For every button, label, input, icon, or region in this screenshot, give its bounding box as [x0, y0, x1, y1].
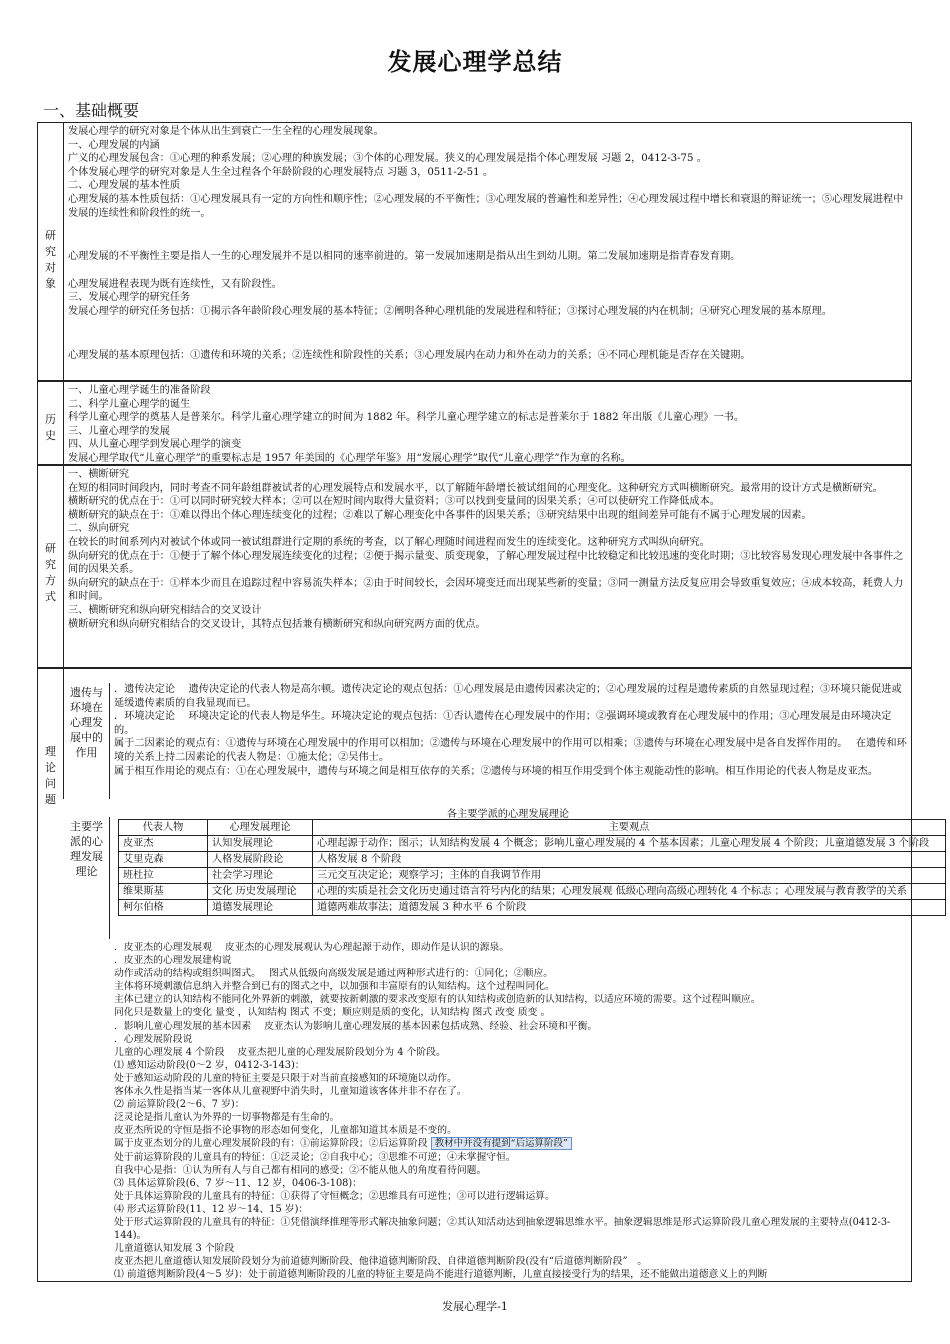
method-content — [68, 468, 907, 631]
table-row — [119, 852, 946, 868]
side-note: 教材中并没有提到“后运算阶段” — [431, 1137, 572, 1150]
line: 泛灵论是指儿童认为外界的一切事物都是有生命的。 — [114, 1112, 340, 1124]
line: 处于具体运算阶段的儿童具有的特征：①获得了守恒概念；②思维具有可逆性；③可以进行逻辑运算。 — [114, 1190, 555, 1202]
line: 主体已建立的认知结构不能同化外界新的刺激，就要按新刺激的要求改变原有的认知结构或创造新的认知结构，以适应环境的需要。这个过程叫顺应。 — [114, 994, 761, 1006]
line: 自我中心是指：①认为所有人与自己都有相同的感受；②不能从他人的角度看待问题。 — [114, 1164, 487, 1176]
heredity-content — [114, 683, 907, 778]
table-cell: 皮亚杰 — [119, 836, 208, 852]
method-block — [37, 465, 912, 668]
table-cell: 认知发展理论 — [208, 836, 313, 852]
line: 发展心理学取代“儿童心理学”的重要标志是 1957 年美国的《心理学年鉴》用“发展心理学”取代“儿童心理学”作为章的名称。 — [68, 452, 631, 464]
line: 心理发展的不平衡性主要是指人一生的心理发展并不是以相同的速率前进的。第一发展加速期是指从出生到幼儿期。第二发展加速期是指青春发育期。 — [68, 251, 741, 263]
line: 发展心理学的研究任务包括：①揭示各年龄阶段心理发展的基本特征；②阐明各种心理机能的发展进程和特征；③探讨心理发展的内在机制；④研究心理发展的基本原理。 — [68, 305, 833, 317]
table-cell: 心理起源于动作；图示；认知结构发展 4 个概念；影响儿童心理发展的 4 个基本因素；儿童心理发展 4 个阶段；儿童道德发展 3 个阶段 — [313, 836, 946, 852]
line: ．皮亚杰的心理发展建构说 — [114, 955, 232, 967]
table-cell: 人格发展 8 个阶段 — [313, 852, 946, 868]
research-object-block — [37, 122, 912, 381]
line: ．遗传决定论 遗传决定论的代表人物是高尔顿。遗传决定论的观点包括：①心理发展是由遗传因素决定的；②心理发展的过程是遗传素质的自然显现过程；③环境只能促进或延缓遗传素质的自我显现而已。 — [114, 684, 902, 709]
schools-label — [64, 817, 110, 939]
line: 处于形式运算阶段的儿童具有的特征：①凭借演绎推理等形式解决抽象问题；②其认知活动达到抽象逻辑思维水平。抽象逻辑思维是形式运算阶段儿童心理发展的主要特点(0412-3-144)。 — [114, 1216, 891, 1242]
line: 科学儿童心理学的奠基人是普莱尔。科学儿童心理学建立的时间为 1882 年。科学儿童心理学建立的标志是普莱尔于 1882 年出版《儿童心理》一书。 — [68, 412, 745, 424]
line: 处于感知运动阶段的儿童的特征主要是只限于对当前直接感知的环境施以动作。 — [114, 1072, 457, 1084]
table-caption: 各主要学派的心理发展理论 — [446, 809, 570, 820]
table-cell: 社会学习理论 — [208, 868, 313, 884]
line: 一、心理发展的内涵 — [68, 139, 160, 151]
method-label-text: 研究方式 — [45, 542, 56, 603]
table-header: 心理发展理论 — [208, 820, 313, 836]
line: ⑴ 前道德判断阶段(4～5 岁)：处于前道德判断阶段的儿童的特征主要是尚不能进行道德判断，儿童直接接受行为的结果，还不能做出道德意义上的判断 — [114, 1269, 768, 1281]
history-label-text: 历史 — [45, 413, 56, 442]
line: ．皮亚杰的心理发展观 皮亚杰的心理发展观认为心理起源于动作，即动作是认识的源泉。 — [114, 942, 509, 953]
piaget-content — [114, 941, 907, 1281]
table-header: 代表人物 — [119, 820, 208, 836]
page-title: 发展心理学总结 — [387, 48, 563, 76]
line: 同化只是数量上的变化 量变 ，认知结构 图式 不变；顺应则是质的变化，认知结构 图式 改变 质变 。 — [114, 1007, 551, 1019]
section-heading: 一、基础概要 — [43, 101, 140, 120]
research-object-content — [68, 125, 907, 362]
line: 在短的相同时间段内，同时考查不同年龄组群被试者的心理发展特点和发展水平，以了解随年龄增长被试组间的心理变化。这种研究方式叫横断研究。最常用的设计方式是横断研究。 — [68, 482, 883, 494]
table-cell: 心理的实质是社会文化历史通过语言符号内化的结果；心理发展观 低级心理向高级心理转化 4 个标志 ；心理发展与教育教学的关系 — [313, 884, 946, 900]
table-row — [119, 836, 946, 852]
line: 处于前运算阶段的儿童具有的特征：①泛灵论；②自我中心；③思维不可逆；④未掌握守恒。 — [114, 1151, 516, 1163]
table-cell: 道德发展理论 — [208, 900, 313, 916]
line: 纵向研究的缺点在于：①样本少而且在追踪过程中容易流失样本；②由于时间较长，会因环境变迁而出现某些新的变量；③同一测量方法反复应用会导致重复效应；④成本较高，耗费人力和时间。 — [68, 577, 904, 603]
table-cell: 柯尔伯格 — [119, 900, 208, 916]
line: 客体永久性是指当某一客体从儿童视野中消失时，儿童知道该客体并非不存在了。 — [114, 1086, 467, 1098]
line: 四、从儿童心理学到发展心理学的演变 — [68, 439, 242, 451]
line: 三、横断研究和纵向研究相结合的交叉设计 — [68, 604, 262, 616]
line: 属于相互作用论的观点有：①在心理发展中，遗传与环境之间是相互依存的关系；②遗传与环境的相互作用受到个体主观能动性的影响。相互作用论的代表人物是皮亚杰。 — [114, 765, 879, 777]
table-cell: 三元交互决定论；观察学习；主体的自我调节作用 — [313, 868, 946, 884]
line: 发展心理学的研究对象是个体从出生到衰亡一生全程的心理发展现象。 — [68, 126, 384, 137]
history-content — [68, 384, 907, 466]
method-label — [38, 466, 64, 667]
line: 横断研究的缺点在于：①难以得出个体心理连续变化的过程；②难以了解心理变化中各事件的因果关系；③研究结果中出现的组间差异可能有不属于心理发展的因素。 — [68, 509, 812, 521]
line: 心理发展的基本性质包括：①心理发展具有一定的方向性和顺序性；②心理发展的不平衡性；③心理发展的普遍性和差异性；④心理发展过程中增长和衰退的辩证统一；⑤心理发展进程中发展的连续性和阶段性的统一。 — [68, 193, 904, 219]
heredity-label-text: 遗传与环境在心理发展中的作用 — [70, 686, 103, 759]
line: 二、纵向研究 — [68, 523, 130, 535]
line: 一、横断研究 — [68, 469, 130, 480]
history-block — [37, 381, 912, 465]
line: 在较长的时间系列内对被试个体或同一被试组群进行定期的系统的考查，以了解心理随时间进程而发生的连续变化。这种研究方式叫纵向研究。 — [68, 536, 710, 548]
table-cell: 艾里克森 — [119, 852, 208, 868]
line: ．心理发展阶段说 — [114, 1033, 193, 1045]
line-text: 属于皮亚杰划分的儿童心理发展阶段的有：①前运算阶段；②后运算阶段 — [114, 1138, 428, 1150]
theory-label — [38, 669, 64, 806]
research-object-label-text: 研究对象 — [45, 229, 56, 290]
line: 个体发展心理学的研究对象是人生全过程各个年龄阶段的心理发展特点 习题 3，0511-2-51 。 — [68, 166, 494, 178]
line: 心理发展进程表现为既有连续性，又有阶段性。 — [68, 278, 282, 290]
heredity-label — [64, 683, 110, 799]
table-row — [119, 868, 946, 884]
theory-block — [37, 668, 930, 1282]
theory-label-text: 理论问题 — [45, 745, 56, 806]
line: 动作或活动的结构或组织叫图式。 图式从低级向高级发展是通过两种形式进行的：①同化；②顺应。 — [114, 968, 554, 980]
line: 三、发展心理学的研究任务 — [68, 292, 191, 304]
line: 一、儿童心理学诞生的准备阶段 — [68, 385, 211, 396]
schools-label-text: 主要学派的心理发展理论 — [70, 820, 103, 878]
table-cell: 人格发展阶段论 — [208, 852, 313, 868]
line: 三、儿童心理学的发展 — [68, 425, 170, 437]
line: 横断研究的优点在于：①可以同时研究较大样本；②可以在短时间内取得大量资料；③可以找到变量间的因果关系；④可以使研究工作降低成本。 — [68, 496, 720, 508]
history-label — [38, 382, 64, 464]
research-object-label — [38, 123, 64, 380]
line: 横断研究和纵向研究相结合的交叉设计，其特点包括兼有横断研究和纵向研究两方面的优点。 — [68, 618, 486, 630]
line: 儿童的心理发展 4 个阶段 皮亚杰把儿童的心理发展阶段划分为 4 个阶段。 — [114, 1046, 446, 1058]
line: 心理发展的基本原理包括：①遗传和环境的关系；②连续性和阶段性的关系；③心理发展内在动力和外在动力的关系；④不同心理机能是否存在关键期。 — [68, 349, 751, 361]
schools-table — [118, 819, 946, 916]
line: 儿童道德认知发展 3 个阶段 — [114, 1243, 235, 1255]
table-row — [119, 884, 946, 900]
line: ．环境决定论 环境决定论的代表人物是华生。环境决定论的观点包括：①否认遗传在心理发展中的作用；②强调环境或教育在心理发展中的作用；③心理发展是由环境决定的。 — [114, 711, 892, 736]
line: ⑵ 前运算阶段(2～6、7 岁)： — [114, 1099, 245, 1111]
line: 皮亚杰所说的守恒是指不论事物的形态如何变化，儿童都知道其本质是不变的。 — [114, 1125, 457, 1137]
table-header: 主要观点 — [313, 820, 946, 836]
line: 属于二因素论的观点有：①遗传与环境在心理发展中的作用可以相加；②遗传与环境在心理发展中的作用可以相乘；③遗传与环境在心理发展中是各自发挥作用的。 在遗传和环境的关系上持二因素论的代表人物是：①施太伦；②吴伟士。 — [114, 738, 907, 763]
table-cell: 道德两难故事法；道德发展 3 种水平 6 个阶段 — [313, 900, 946, 916]
line: 主体将环境刺激信息纳入并整合到已有的图式之中，以加强和丰富原有的认知结构。这个过程叫同化。 — [114, 981, 555, 993]
line — [114, 1137, 907, 1150]
table-header-row — [119, 820, 946, 836]
line: 广义的心理发展包含：①心理的种系发展；②心理的种族发展；③个体的心理发展。狭义的心理发展是指个体心理发展 习题 2，0412-3-75 。 — [68, 153, 707, 165]
line: ．影响儿童心理发展的基本因素 皮亚杰认为影响儿童心理发展的基本因素包括成熟、经验、社会环境和平衡。 — [114, 1020, 598, 1032]
line: 纵向研究的优点在于：①便于了解个体心理发展连续变化的过程；②便于揭示量变、质变现象，了解心理发展过程中比较稳定和比较迅速的变化时期；③比较容易发现心理发展中各事件之间的因果关系。 — [68, 550, 904, 576]
table-cell: 文化 历史发展理论 — [208, 884, 313, 900]
table-row — [119, 900, 946, 916]
line: 二、心理发展的基本性质 — [68, 180, 181, 192]
page-footer: 发展心理学-1 — [442, 1300, 508, 1313]
table-cell: 班杜拉 — [119, 868, 208, 884]
line: ⑷ 形式运算阶段(11、12 岁～14、15 岁)： — [114, 1203, 309, 1215]
line: ⑴ 感知运动阶段(0～2 岁，0412-3-143)： — [114, 1059, 305, 1071]
table-cell: 维果斯基 — [119, 884, 208, 900]
line: ⑶ 具体运算阶段(6、7 岁～11、12 岁，0406-3-108)： — [114, 1177, 363, 1189]
line: 二、科学儿童心理学的诞生 — [68, 398, 191, 410]
line: 皮亚杰把儿童道德认知发展阶段划分为前道德判断阶段、他律道德判断阶段、自律道德判断阶段(没有“后道德判断阶段” 。 — [114, 1256, 648, 1268]
